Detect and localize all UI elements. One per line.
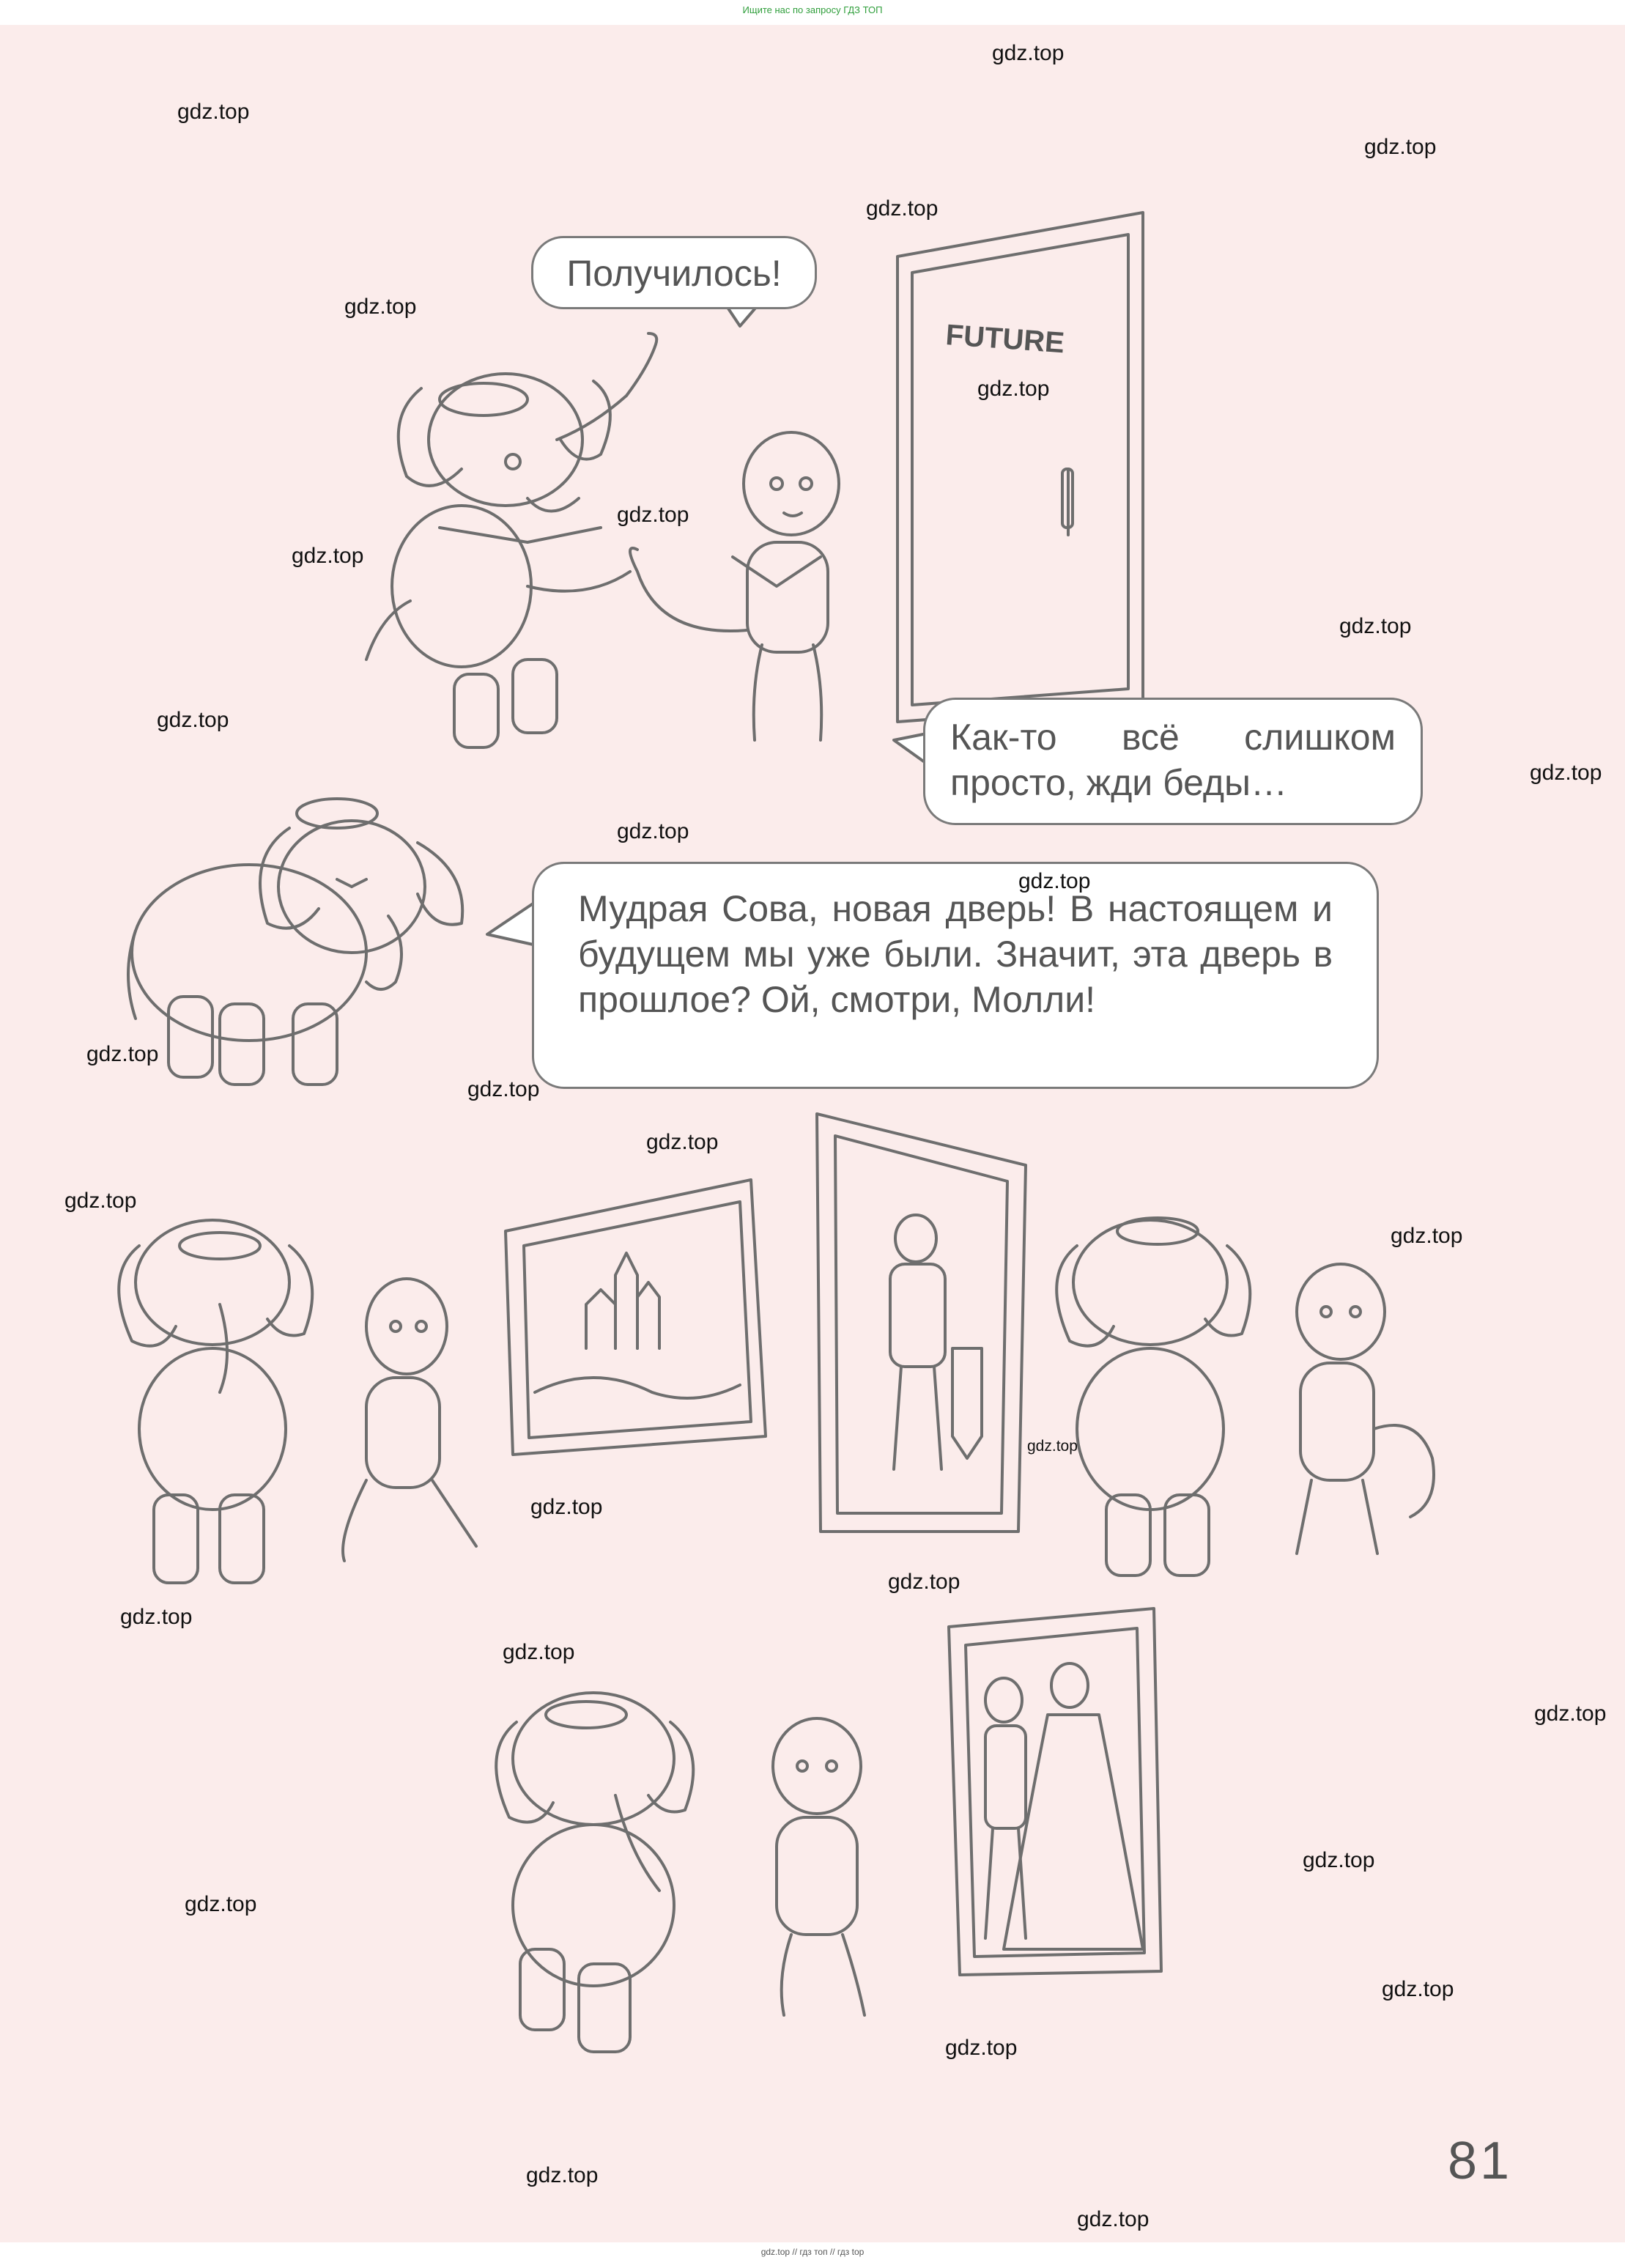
- watermark: gdz.top: [64, 1189, 137, 1213]
- watermark: gdz.top: [977, 377, 1050, 401]
- watermark: gdz.top: [344, 295, 417, 319]
- watermark: gdz.top: [866, 196, 939, 221]
- watermark: gdz.top: [617, 503, 689, 527]
- watermark: gdz.top: [617, 819, 689, 843]
- watermark: gdz.top: [992, 41, 1065, 65]
- knight-painting: [817, 1114, 1026, 1532]
- speech-bubble-doubt: [923, 698, 1423, 825]
- watermark: gdz.top: [1303, 1848, 1375, 1872]
- watermark: gdz.top: [86, 1042, 159, 1066]
- watermark: gdz.top: [1534, 1702, 1607, 1726]
- bottom-banner: gdz.top // гдз топ // гдз top: [760, 2247, 865, 2257]
- watermark: gdz.top: [646, 1130, 719, 1154]
- speech-bubble-success: [531, 236, 817, 309]
- watermark: gdz.top: [1391, 1224, 1463, 1248]
- elephant-illustration-3: [119, 1220, 312, 1583]
- speech-bubble-doubt-line1: Как-то всё слишком: [950, 717, 1396, 758]
- castle-painting: [506, 1180, 766, 1455]
- door-illustration: [897, 213, 1143, 722]
- watermark: gdz.top: [292, 544, 364, 568]
- monkey-illustration-2: [343, 1279, 476, 1561]
- elephant-illustration-1: [366, 333, 656, 747]
- watermark: gdz.top: [1018, 869, 1091, 893]
- door-sign: FUTURE: [944, 319, 1066, 360]
- watermark: gdz.top: [177, 100, 250, 124]
- speech-bubble-doubt-line2: просто, жди беды…: [950, 762, 1287, 803]
- monkey-illustration-4: [773, 1718, 865, 2015]
- watermark: gdz.top: [530, 1495, 603, 1519]
- royal-couple-painting: [949, 1608, 1161, 1975]
- monkey-illustration-3: [1297, 1264, 1434, 1554]
- top-banner: Ищите нас по запросу ГДЗ ТОП: [742, 4, 883, 15]
- monkey-illustration-1: [630, 432, 839, 740]
- elephant-illustration-4: [1056, 1218, 1250, 1576]
- watermark: gdz.top: [888, 1570, 960, 1594]
- watermark: gdz.top: [1027, 1438, 1078, 1455]
- watermark: gdz.top: [503, 1640, 575, 1664]
- watermark: gdz.top: [1339, 614, 1412, 638]
- elephant-illustration-2: [128, 799, 462, 1085]
- watermark: gdz.top: [1077, 2207, 1150, 2231]
- page-number: 81: [1448, 2132, 1513, 2190]
- watermark: gdz.top: [526, 2163, 599, 2187]
- speech-bubble-success-text: Получилось!: [566, 253, 782, 294]
- watermark: gdz.top: [185, 1892, 257, 1916]
- watermark: gdz.top: [157, 708, 229, 732]
- watermark: gdz.top: [945, 2036, 1018, 2060]
- watermark: gdz.top: [467, 1077, 540, 1101]
- watermark: gdz.top: [1364, 135, 1437, 159]
- speech-bubble-owl-text: Мудрая Сова, новая дверь! В настоящем и будущем мы уже были. Значит, эта дверь в прошлое? Ой, смотри, Молли!: [578, 888, 1333, 1020]
- watermark: gdz.top: [1530, 761, 1602, 785]
- speech-bubble-owl: [532, 862, 1379, 1089]
- elephant-illustration-5: [496, 1693, 693, 2052]
- watermark: gdz.top: [1382, 1977, 1454, 2001]
- watermark: gdz.top: [120, 1605, 193, 1629]
- bubble-owl-tail: [487, 901, 536, 945]
